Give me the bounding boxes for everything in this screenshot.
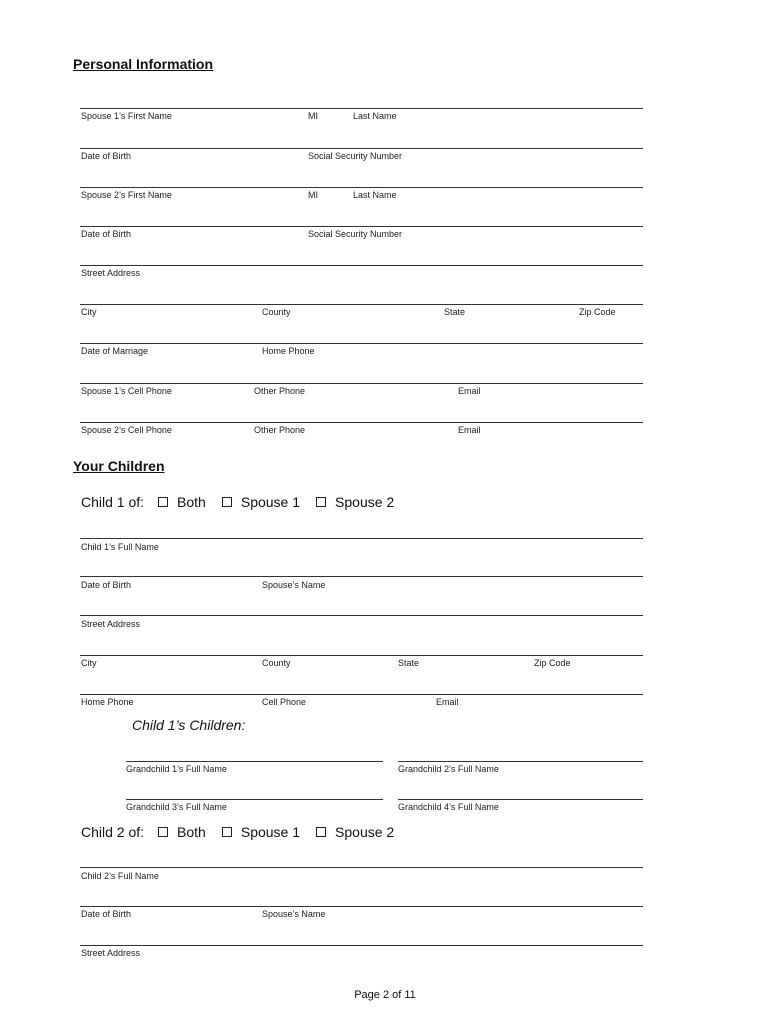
marriage-phone-line[interactable] bbox=[80, 343, 643, 344]
grandchild1-label: Grandchild 1’s Full Name bbox=[126, 764, 227, 774]
your-children-heading: Your Children bbox=[73, 458, 165, 474]
grandchild2-label: Grandchild 2’s Full Name bbox=[398, 764, 499, 774]
date-of-marriage-label: Date of Marriage bbox=[81, 346, 149, 356]
child1-home-phone-label: Home Phone bbox=[81, 697, 134, 707]
child1-city-line[interactable] bbox=[80, 655, 643, 656]
spouse1-contact-line[interactable] bbox=[80, 383, 643, 384]
spouse1-other-phone-label: Other Phone bbox=[254, 386, 306, 396]
child1-spouse1-option[interactable] bbox=[222, 494, 300, 510]
child1-street-label: Street Address bbox=[81, 619, 141, 629]
spouse2-last-name-label: Last Name bbox=[353, 190, 397, 200]
child2-both-label: Both bbox=[177, 824, 206, 840]
page-number: Page 2 of 11 bbox=[354, 989, 416, 1001]
child2-spouse1-label: Spouse 1 bbox=[240, 824, 301, 840]
child1-cell-phone-label: Cell Phone bbox=[262, 697, 307, 707]
child2-spouse2-label: Spouse 2 bbox=[335, 824, 395, 840]
spouse2-cell-label: Spouse 2’s Cell Phone bbox=[81, 425, 172, 435]
spouse2-ssn-label: Social Security Number bbox=[308, 229, 403, 239]
child1-children-heading: Child 1’s Children: bbox=[132, 717, 246, 733]
child1-both-label: Both bbox=[177, 494, 206, 510]
spouse1-dob-ssn-line[interactable] bbox=[80, 148, 643, 149]
grandchild2-line[interactable] bbox=[398, 761, 643, 762]
child1-email-label: Email bbox=[436, 697, 459, 707]
child1-full-name-line[interactable] bbox=[80, 538, 643, 539]
spouse1-mi-label: MI bbox=[308, 111, 318, 121]
spouse2-contact-line[interactable] bbox=[80, 422, 643, 423]
spouse1-email-label: Email bbox=[458, 386, 481, 396]
child1-zip-label: Zip Code bbox=[534, 658, 571, 668]
child2-spouse-name-label: Spouse’s Name bbox=[262, 909, 326, 919]
state-label: State bbox=[444, 307, 466, 317]
checkbox-icon[interactable] bbox=[316, 497, 326, 507]
spouse1-ssn-label: Social Security Number bbox=[308, 151, 403, 161]
spouse2-first-name-label: Spouse 2’s First Name bbox=[81, 190, 172, 200]
child1-spouse2-label: Spouse 2 bbox=[335, 494, 395, 510]
child2-parent-selector bbox=[81, 824, 410, 840]
home-phone-label: Home Phone bbox=[262, 346, 315, 356]
spouse2-dob-label: Date of Birth bbox=[81, 229, 132, 239]
grandchild4-line[interactable] bbox=[398, 799, 643, 800]
child1-spouse-name-label: Spouse’s Name bbox=[262, 580, 326, 590]
child1-full-name-label: Child 1’s Full Name bbox=[81, 542, 159, 552]
spouse2-email-label: Email bbox=[458, 425, 481, 435]
spouse2-dob-ssn-line[interactable] bbox=[80, 226, 643, 227]
spouse1-name-line[interactable] bbox=[80, 108, 643, 109]
personal-information-heading: Personal Information bbox=[73, 56, 214, 72]
checkbox-icon[interactable] bbox=[222, 497, 232, 507]
spouse1-cell-label: Spouse 1’s Cell Phone bbox=[81, 386, 172, 396]
checkbox-icon[interactable] bbox=[158, 827, 168, 837]
checkbox-icon[interactable] bbox=[158, 497, 168, 507]
child1-dob-label: Date of Birth bbox=[81, 580, 132, 590]
child2-of-label: Child 2 of: bbox=[81, 824, 145, 840]
street-address-line[interactable] bbox=[80, 265, 643, 266]
grandchild3-label: Grandchild 3’s Full Name bbox=[126, 802, 227, 812]
child1-spouse2-option[interactable] bbox=[316, 494, 394, 510]
child1-phone-line[interactable] bbox=[80, 694, 643, 695]
city-county-line[interactable] bbox=[80, 304, 643, 305]
child1-spouse1-label: Spouse 1 bbox=[240, 494, 301, 510]
child2-street-line[interactable] bbox=[80, 945, 643, 946]
county-label: County bbox=[262, 307, 291, 317]
child1-city-label: City bbox=[81, 658, 97, 668]
grandchild3-line[interactable] bbox=[126, 799, 383, 800]
child1-dob-line[interactable] bbox=[80, 576, 643, 577]
child1-both-option[interactable] bbox=[158, 494, 206, 510]
spouse1-first-name-label: Spouse 1’s First Name bbox=[81, 111, 172, 121]
child1-parent-selector bbox=[81, 494, 410, 510]
child2-both-option[interactable] bbox=[158, 824, 206, 840]
street-address-label: Street Address bbox=[81, 268, 141, 278]
child1-of-label: Child 1 of: bbox=[81, 494, 145, 510]
grandchild1-line[interactable] bbox=[126, 761, 383, 762]
spouse2-name-line[interactable] bbox=[80, 187, 643, 188]
child2-spouse2-option[interactable] bbox=[316, 824, 394, 840]
child2-full-name-label: Child 2’s Full Name bbox=[81, 871, 159, 881]
child2-full-name-line[interactable] bbox=[80, 867, 643, 868]
checkbox-icon[interactable] bbox=[222, 827, 232, 837]
grandchild4-label: Grandchild 4’s Full Name bbox=[398, 802, 499, 812]
child1-county-label: County bbox=[262, 658, 291, 668]
child2-street-label: Street Address bbox=[81, 948, 141, 958]
child2-dob-line[interactable] bbox=[80, 906, 643, 907]
child1-street-line[interactable] bbox=[80, 615, 643, 616]
spouse1-last-name-label: Last Name bbox=[353, 111, 397, 121]
city-label: City bbox=[81, 307, 97, 317]
spouse2-other-phone-label: Other Phone bbox=[254, 425, 306, 435]
child2-dob-label: Date of Birth bbox=[81, 909, 132, 919]
spouse2-mi-label: MI bbox=[308, 190, 318, 200]
spouse1-dob-label: Date of Birth bbox=[81, 151, 132, 161]
zip-code-label: Zip Code bbox=[579, 307, 616, 317]
checkbox-icon[interactable] bbox=[316, 827, 326, 837]
child2-spouse1-option[interactable] bbox=[222, 824, 300, 840]
child1-state-label: State bbox=[398, 658, 420, 668]
